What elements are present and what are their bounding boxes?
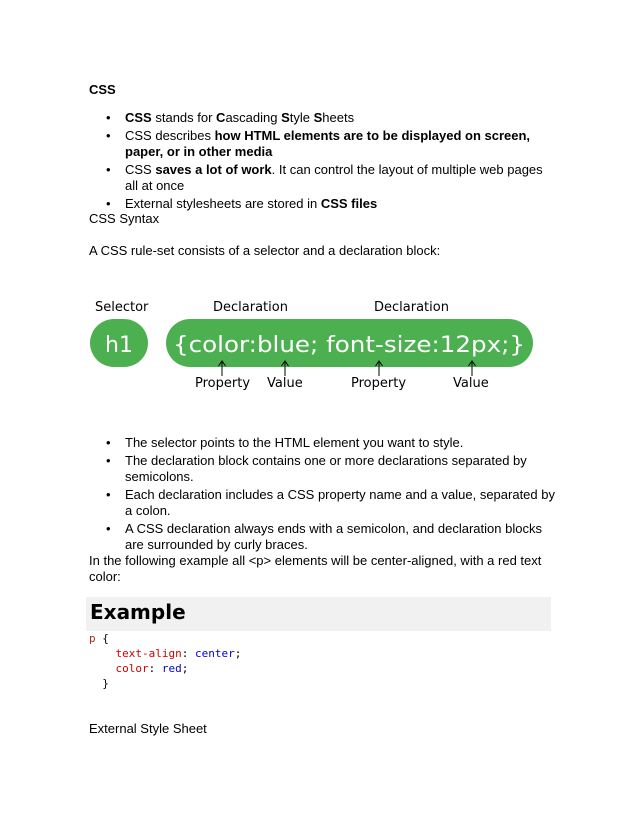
declaration-label-2: Declaration	[374, 300, 449, 315]
property-label-2: Property	[351, 376, 407, 391]
page-title: CSS	[89, 82, 116, 97]
list-item: • Each declaration includes a CSS property name and a value, separated by a colon.	[89, 487, 559, 519]
syntax-list	[89, 435, 559, 555]
code-value: center	[194, 647, 235, 660]
value-label-2: Value	[453, 376, 489, 391]
property-label-1: Property	[195, 376, 251, 391]
declaration-label-1: Declaration	[213, 300, 288, 315]
code-property: text-align	[115, 647, 182, 660]
css-syntax-diagram	[89, 295, 549, 395]
code-property: color	[115, 662, 149, 675]
declaration-text: {color:blue; font-size:12px;}	[173, 333, 525, 358]
example-intro: In the following example all <p> elements will be center-aligned, with a red text color:	[89, 553, 542, 584]
value-label-1: Value	[267, 376, 303, 391]
list-item: • The selector points to the HTML element you want to style.	[89, 435, 559, 451]
list-item: • A CSS declaration always ends with a semicolon, and declaration blocks are surrounded by curly braces.	[89, 521, 559, 553]
list-item: • CSS describes how HTML elements are to be displayed on screen, paper, or in other media	[89, 128, 559, 160]
code-selector: p	[89, 632, 96, 645]
intro-list	[89, 110, 559, 214]
list-item: • External stylesheets are stored in CSS files	[89, 196, 559, 212]
example-title: Example	[90, 600, 186, 624]
selector-text: h1	[105, 333, 133, 358]
syntax-heading: CSS Syntax	[89, 211, 160, 226]
code-close-brace: }	[102, 677, 109, 690]
list-item: • CSS saves a lot of work. It can control the layout of multiple web pages all at once	[89, 162, 559, 194]
example-header	[86, 597, 551, 631]
list-item: • The declaration block contains one or more declarations separated by semicolons.	[89, 453, 559, 485]
code-value: red	[161, 662, 182, 675]
footer-heading: External Style Sheet	[89, 721, 207, 736]
selector-label: Selector	[95, 300, 149, 315]
list-item: • CSS stands for Cascading Style Sheets	[89, 110, 559, 126]
syntax-intro: A CSS rule-set consists of a selector and a declaration block:	[89, 243, 441, 258]
code-block: p { text-align: center; color: red; }	[89, 632, 242, 690]
